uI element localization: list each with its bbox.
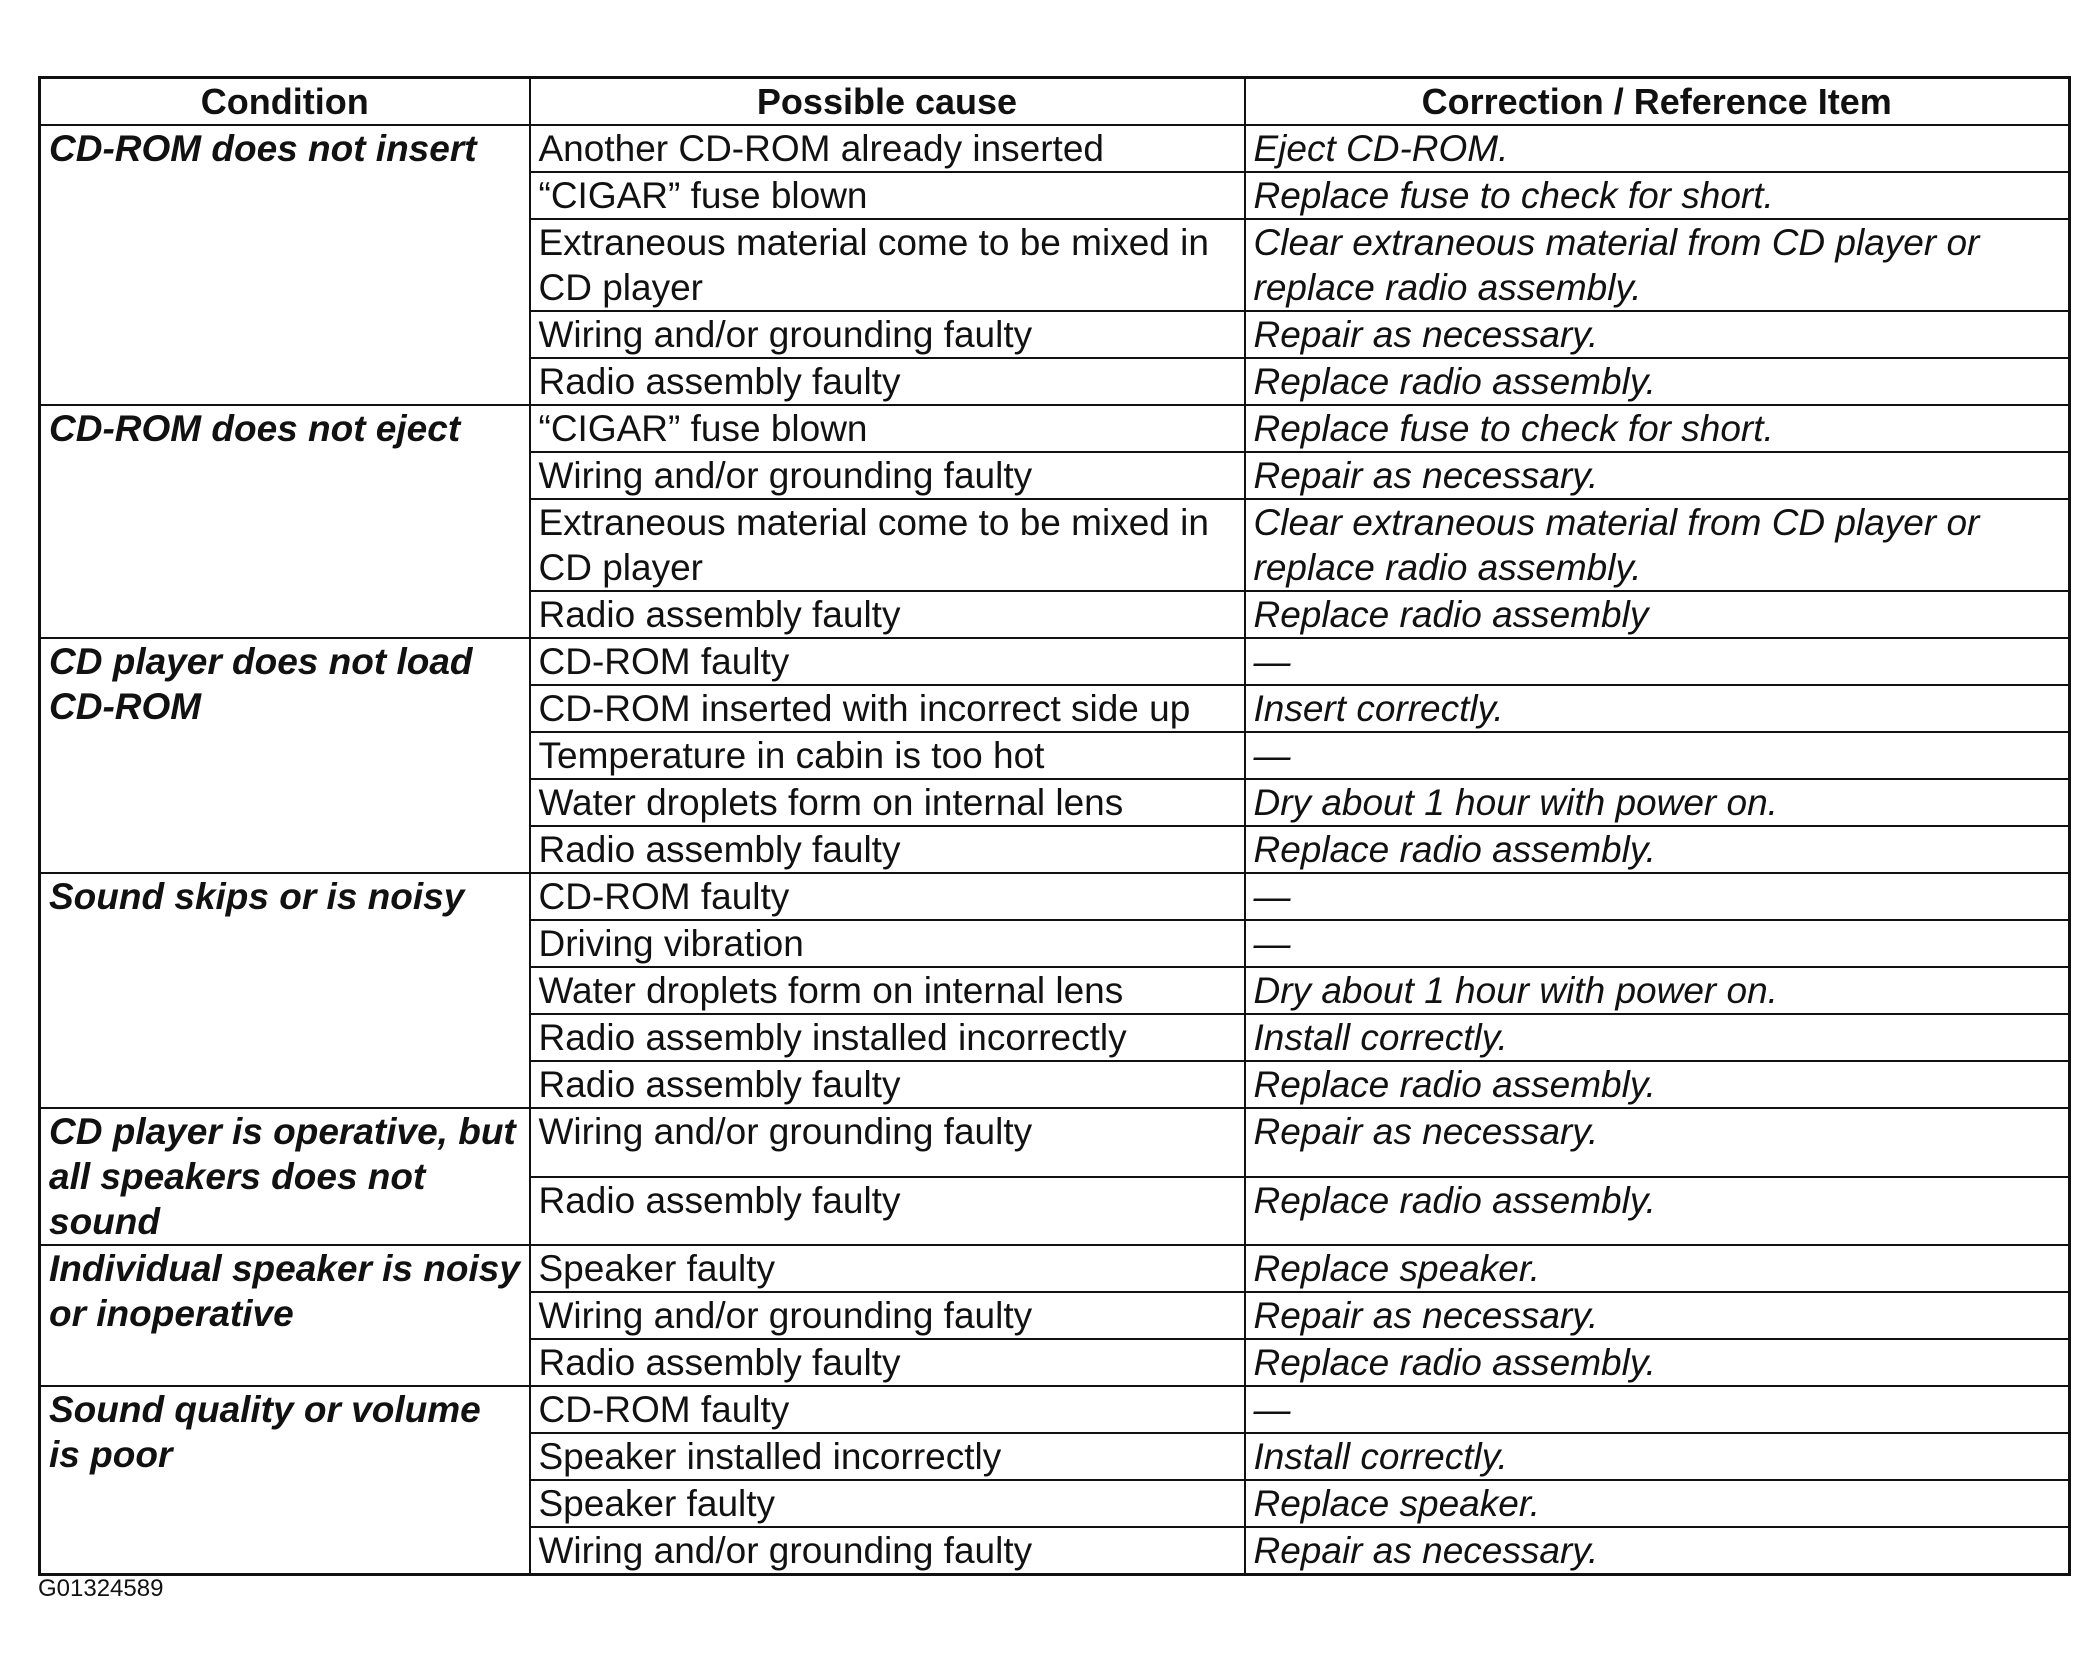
possible-cause-cell: Speaker faulty	[530, 1245, 1245, 1292]
possible-cause-cell: Water droplets form on internal lens	[530, 779, 1245, 826]
correction-cell: Install correctly.	[1245, 1433, 2070, 1480]
condition-cell: CD-ROM does not eject	[40, 405, 530, 638]
table-row	[40, 1108, 2070, 1177]
correction-cell: Replace speaker.	[1245, 1245, 2070, 1292]
condition-cell: CD player does not load CD-ROM	[40, 638, 530, 873]
possible-cause-cell: Temperature in cabin is too hot	[530, 732, 1245, 779]
header-correction: Correction / Reference Item	[1245, 78, 2070, 126]
troubleshooting-table	[38, 76, 2071, 1576]
table-row	[40, 638, 2070, 685]
table-row	[40, 125, 2070, 172]
condition-cell: CD player is operative, but all speakers does not sound	[40, 1108, 530, 1245]
possible-cause-cell: CD-ROM faulty	[530, 873, 1245, 920]
condition-cell: Individual speaker is noisy or inoperative	[40, 1245, 530, 1386]
correction-cell: Clear extraneous material from CD player or replace radio assembly.	[1245, 219, 2070, 311]
correction-cell: Install correctly.	[1245, 1014, 2070, 1061]
table-row	[40, 873, 2070, 920]
condition-cell: Sound skips or is noisy	[40, 873, 530, 1108]
possible-cause-cell: “CIGAR” fuse blown	[530, 172, 1245, 219]
possible-cause-cell: CD-ROM inserted with incorrect side up	[530, 685, 1245, 732]
figure-id: G01324589	[38, 1575, 164, 1602]
correction-cell: Repair as necessary.	[1245, 1108, 2070, 1177]
header-condition: Condition	[40, 78, 530, 126]
correction-cell: Clear extraneous material from CD player or replace radio assembly.	[1245, 499, 2070, 591]
header-row	[40, 78, 2070, 126]
possible-cause-cell: CD-ROM faulty	[530, 638, 1245, 685]
correction-cell: Repair as necessary.	[1245, 1292, 2070, 1339]
possible-cause-cell: Another CD-ROM already inserted	[530, 125, 1245, 172]
correction-cell: Dry about 1 hour with power on.	[1245, 967, 2070, 1014]
possible-cause-cell: Wiring and/or grounding faulty	[530, 311, 1245, 358]
possible-cause-cell: Radio assembly faulty	[530, 358, 1245, 405]
correction-cell: Repair as necessary.	[1245, 1527, 2070, 1575]
condition-cell: Sound quality or volume is poor	[40, 1386, 530, 1575]
table-body	[40, 125, 2070, 1575]
correction-cell: Repair as necessary.	[1245, 311, 2070, 358]
correction-cell: Replace fuse to check for short.	[1245, 405, 2070, 452]
possible-cause-cell: Wiring and/or grounding faulty	[530, 1527, 1245, 1575]
correction-cell: Dry about 1 hour with power on.	[1245, 779, 2070, 826]
correction-cell: Replace radio assembly.	[1245, 358, 2070, 405]
correction-cell: —	[1245, 1386, 2070, 1433]
correction-cell: Replace speaker.	[1245, 1480, 2070, 1527]
correction-cell: Replace radio assembly.	[1245, 1061, 2070, 1108]
correction-cell: Replace radio assembly.	[1245, 1339, 2070, 1386]
correction-cell: Replace radio assembly	[1245, 591, 2070, 638]
possible-cause-cell: “CIGAR” fuse blown	[530, 405, 1245, 452]
correction-cell: Eject CD-ROM.	[1245, 125, 2070, 172]
correction-cell: Replace radio assembly.	[1245, 826, 2070, 873]
possible-cause-cell: Radio assembly faulty	[530, 1177, 1245, 1246]
correction-cell: Replace radio assembly.	[1245, 1177, 2070, 1246]
possible-cause-cell: Speaker installed incorrectly	[530, 1433, 1245, 1480]
possible-cause-cell: Radio assembly faulty	[530, 826, 1245, 873]
condition-cell: CD-ROM does not insert	[40, 125, 530, 405]
correction-cell: —	[1245, 920, 2070, 967]
possible-cause-cell: Wiring and/or grounding faulty	[530, 1292, 1245, 1339]
possible-cause-cell: Extraneous material come to be mixed in CD player	[530, 499, 1245, 591]
possible-cause-cell: Driving vibration	[530, 920, 1245, 967]
correction-cell: Repair as necessary.	[1245, 452, 2070, 499]
possible-cause-cell: CD-ROM faulty	[530, 1386, 1245, 1433]
correction-cell: Replace fuse to check for short.	[1245, 172, 2070, 219]
possible-cause-cell: Radio assembly faulty	[530, 591, 1245, 638]
possible-cause-cell: Water droplets form on internal lens	[530, 967, 1245, 1014]
possible-cause-cell: Radio assembly faulty	[530, 1339, 1245, 1386]
table-row	[40, 1386, 2070, 1433]
table-row	[40, 1245, 2070, 1292]
correction-cell: —	[1245, 638, 2070, 685]
table-row	[40, 405, 2070, 452]
possible-cause-cell: Extraneous material come to be mixed in CD player	[530, 219, 1245, 311]
correction-cell: —	[1245, 732, 2070, 779]
correction-cell: Insert correctly.	[1245, 685, 2070, 732]
possible-cause-cell: Radio assembly faulty	[530, 1061, 1245, 1108]
possible-cause-cell: Wiring and/or grounding faulty	[530, 1108, 1245, 1177]
possible-cause-cell: Wiring and/or grounding faulty	[530, 452, 1245, 499]
possible-cause-cell: Speaker faulty	[530, 1480, 1245, 1527]
possible-cause-cell: Radio assembly installed incorrectly	[530, 1014, 1245, 1061]
header-possible-cause: Possible cause	[530, 78, 1245, 126]
correction-cell: —	[1245, 873, 2070, 920]
